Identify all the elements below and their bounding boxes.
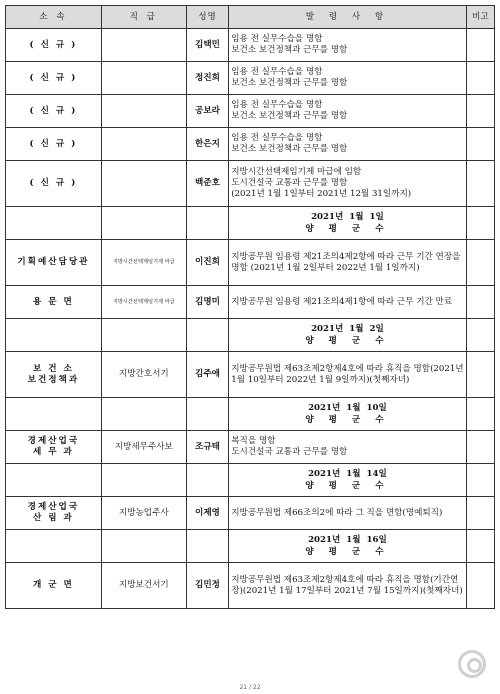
order-cell — [229, 240, 466, 286]
note-cell — [466, 240, 494, 286]
order-cell — [229, 563, 466, 609]
order-line: 임용 전 실무수습을 명함 — [231, 67, 323, 77]
name-cell: 조규태 — [186, 431, 228, 464]
empty-cell — [101, 319, 186, 352]
header-note: 비고 — [466, 6, 494, 29]
signer: 양 평 군 수 — [305, 547, 390, 557]
date-row — [6, 319, 495, 352]
table-header-row — [6, 6, 495, 29]
order-date: 2021년 1월 16일 — [308, 535, 387, 545]
unit-text: 경제산업국 — [27, 502, 80, 512]
order-line: 도시건설국 교통과 근무를 명함 — [231, 178, 348, 188]
note-cell — [466, 286, 494, 319]
empty-cell — [186, 319, 228, 352]
name-cell: 공보라 — [186, 95, 228, 128]
unit-text: ( 신 규 ) — [29, 72, 78, 83]
table-body — [6, 29, 495, 609]
empty-cell — [6, 530, 102, 563]
watermark-logo-icon — [458, 650, 486, 678]
name-cell: 이진희 — [186, 240, 228, 286]
unit-cell — [6, 240, 102, 286]
rank-cell: 지방세무주사보 — [101, 431, 186, 464]
unit-text: ( 신 규 ) — [29, 138, 78, 149]
signer: 양 평 군 수 — [305, 415, 390, 425]
unit-cell — [6, 497, 102, 530]
note-cell — [466, 161, 494, 207]
empty-cell — [466, 207, 494, 240]
name-cell: 김주애 — [186, 352, 228, 398]
header-name: 성명 — [186, 6, 228, 29]
header-order: 발 령 사 항 — [229, 6, 466, 29]
note-cell — [466, 352, 494, 398]
rank-cell: 지방농업주사 — [101, 497, 186, 530]
date-cell — [229, 319, 466, 352]
empty-cell — [101, 464, 186, 497]
unit-cell — [6, 352, 102, 398]
unit-text: ( 신 규 ) — [29, 39, 78, 50]
empty-cell — [186, 530, 228, 563]
empty-cell — [6, 398, 102, 431]
order-line: 보건소 보건정책과 근무를 명함 — [231, 78, 348, 88]
note-cell — [466, 128, 494, 161]
unit-cell — [6, 29, 102, 62]
unit-text: ( 신 규 ) — [29, 105, 78, 116]
order-line: (2021년 1월 1일부터 2021년 12월 31일까지) — [231, 189, 412, 199]
order-cell — [229, 62, 466, 95]
name-cell: 김택민 — [186, 29, 228, 62]
unit-text: 산 림 과 — [32, 513, 74, 523]
note-cell — [466, 497, 494, 530]
empty-cell — [186, 207, 228, 240]
name-cell: 김민정 — [186, 563, 228, 609]
unit-cell — [6, 62, 102, 95]
table-row — [6, 161, 495, 207]
order-line: 보건소 보건정책과 근무를 명함 — [231, 45, 348, 55]
order-line: 임용 전 실무수습을 명함 — [231, 34, 323, 44]
empty-cell — [186, 398, 228, 431]
empty-cell — [186, 464, 228, 497]
unit-text: 경제산업국 — [27, 436, 80, 446]
empty-cell — [101, 530, 186, 563]
order-line: 지방공무원 임용령 제21조의4제1항에 따라 근무 기간 만료 — [231, 296, 453, 307]
order-cell — [229, 161, 466, 207]
table-row — [6, 563, 495, 609]
rank-cell — [101, 128, 186, 161]
unit-text: 용 문 면 — [32, 296, 74, 307]
order-line: 임용 전 실무수습을 명함 — [231, 133, 323, 143]
table-row — [6, 240, 495, 286]
empty-cell — [101, 398, 186, 431]
order-line: 지방공무원 임용령 제21조의4제2항에 따라 근무 기간 연장을 명함 (2021년 1월 2일부터 2022년 1월 1일까지) — [231, 251, 461, 273]
table-row — [6, 431, 495, 464]
unit-cell — [6, 128, 102, 161]
table-row — [6, 352, 495, 398]
order-date: 2021년 1월 2일 — [311, 324, 384, 334]
order-line: 지방시간선택제임기제 마급에 임함 — [231, 167, 362, 177]
note-cell — [466, 431, 494, 464]
empty-cell — [466, 464, 494, 497]
order-cell — [229, 128, 466, 161]
empty-cell — [6, 319, 102, 352]
unit-cell — [6, 161, 102, 207]
empty-cell — [101, 207, 186, 240]
note-cell — [466, 29, 494, 62]
date-cell — [229, 464, 466, 497]
note-cell — [466, 95, 494, 128]
empty-cell — [6, 464, 102, 497]
table-row — [6, 286, 495, 319]
order-line: 지방공무원법 제63조제2항제4호에 따라 휴직을 명함(기간연장)(2021년 1월 17일부터 2021년 7월 15일까지)(첫째자녀) — [231, 574, 463, 596]
order-line: 임용 전 실무수습을 명함 — [231, 100, 323, 110]
unit-text: ( 신 규 ) — [29, 178, 78, 188]
rank-cell: 지방보건서기 — [101, 563, 186, 609]
unit-text: 보건정책과 — [27, 374, 80, 385]
note-cell — [466, 563, 494, 609]
date-cell — [229, 530, 466, 563]
date-cell — [229, 207, 466, 240]
page-number: 21 / 22 — [239, 684, 261, 691]
unit-text: 보 건 소 — [32, 363, 74, 374]
order-cell — [229, 29, 466, 62]
signer: 양 평 군 수 — [305, 336, 390, 346]
table-row — [6, 62, 495, 95]
date-row — [6, 398, 495, 431]
rank-cell: 지방간호서기 — [101, 352, 186, 398]
rank-cell — [101, 62, 186, 95]
order-line: 보건소 보건정책과 근무를 명함 — [231, 111, 348, 121]
empty-cell — [6, 207, 102, 240]
unit-cell — [6, 95, 102, 128]
order-cell — [229, 286, 466, 319]
signer: 양 평 군 수 — [305, 224, 390, 234]
note-cell — [466, 62, 494, 95]
empty-cell — [466, 398, 494, 431]
unit-cell — [6, 563, 102, 609]
unit-text: 기획예산담당관 — [17, 257, 90, 267]
name-cell: 백준호 — [186, 161, 228, 207]
name-cell: 김명미 — [186, 286, 228, 319]
unit-text: 개 군 면 — [32, 580, 74, 590]
order-line: 보건소 보건정책과 근무를 명함 — [231, 144, 348, 154]
table-row — [6, 128, 495, 161]
signer: 양 평 군 수 — [305, 481, 390, 491]
empty-cell — [466, 319, 494, 352]
order-date: 2021년 1월 1일 — [311, 212, 384, 222]
rank-cell — [101, 95, 186, 128]
order-cell — [229, 95, 466, 128]
table-row — [6, 95, 495, 128]
unit-cell — [6, 431, 102, 464]
date-row — [6, 530, 495, 563]
date-cell — [229, 398, 466, 431]
table-row — [6, 497, 495, 530]
order-date: 2021년 1월 14일 — [308, 469, 387, 479]
name-cell: 한은지 — [186, 128, 228, 161]
header-rank: 직 급 — [101, 6, 186, 29]
table-row — [6, 29, 495, 62]
order-cell — [229, 497, 466, 530]
order-line: 복직을 명함 — [231, 436, 276, 446]
order-date: 2021년 1월 10일 — [308, 403, 387, 413]
order-line: 지방공무원법 제63조제2항제4호에 따라 휴직을 명함(2021년 1월 10일부터 2022년 1월 9일까지)(첫째자녀) — [231, 363, 464, 385]
rank-cell — [101, 161, 186, 207]
order-cell — [229, 352, 466, 398]
unit-text: 세 무 과 — [32, 447, 74, 457]
rank-cell: 지방시간선택제임기제 마급 — [101, 240, 186, 286]
rank-cell: 지방시간선택제임기제 마급 — [101, 286, 186, 319]
empty-cell — [466, 530, 494, 563]
order-line: 도시건설국 교통과 근무를 명함 — [231, 447, 348, 457]
date-row — [6, 464, 495, 497]
header-unit: 소 속 — [6, 6, 102, 29]
name-cell: 정진희 — [186, 62, 228, 95]
personnel-order-table — [5, 5, 495, 609]
name-cell: 이제영 — [186, 497, 228, 530]
order-cell — [229, 431, 466, 464]
date-row — [6, 207, 495, 240]
unit-cell — [6, 286, 102, 319]
order-line: 지방공무원법 제66조의2에 따라 그 직을 면함(명예퇴직) — [231, 507, 443, 518]
rank-cell — [101, 29, 186, 62]
